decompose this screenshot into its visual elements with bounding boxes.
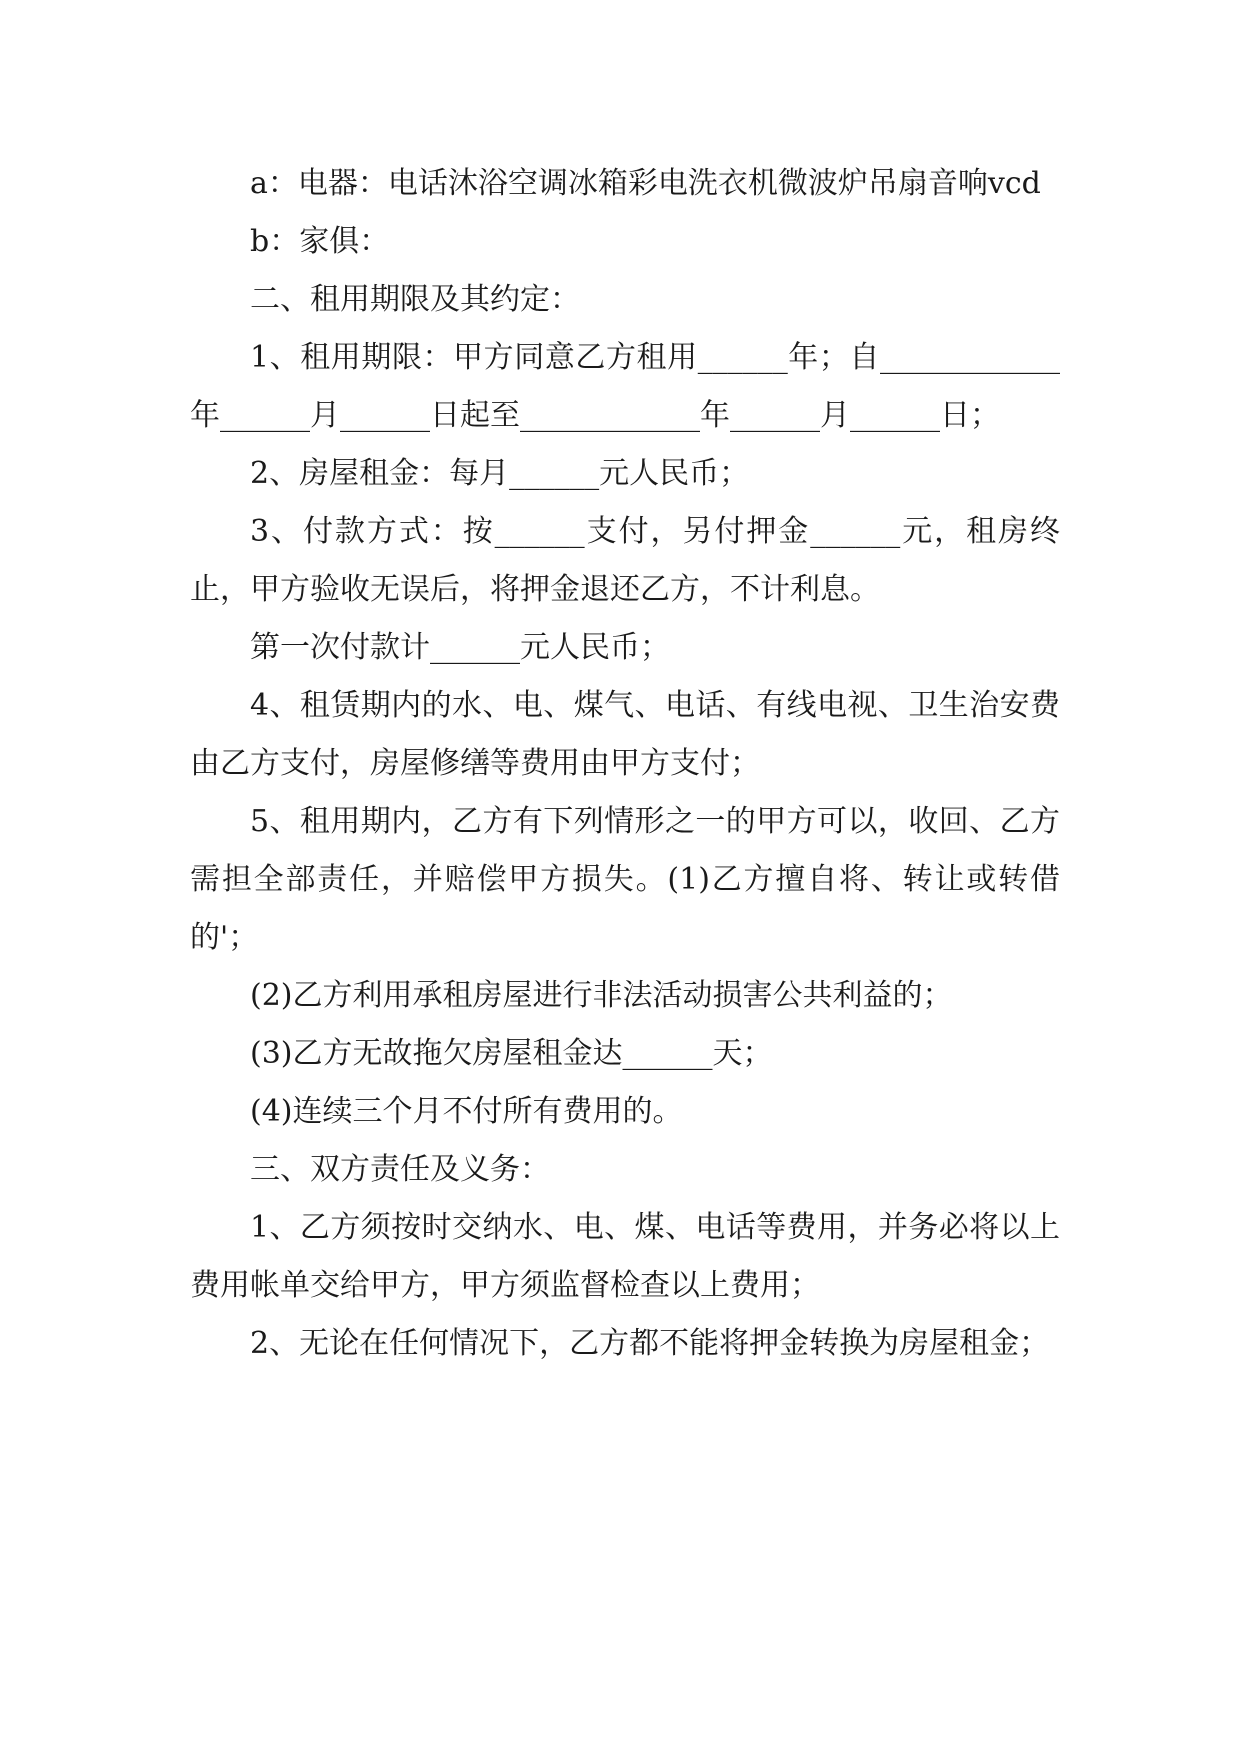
document-body	[190, 155, 1060, 1373]
section-heading-responsibilities: 三、双方责任及义务：	[250, 1152, 550, 1187]
paragraph-payment-method: 3、付款方式：按______支付，另付押金______元，租房终止，甲方验收无误后，将押金退还乙方，不计利息。	[190, 514, 1060, 607]
paragraph-first-payment: 第一次付款计______元人民币；	[250, 630, 670, 665]
section-heading-lease-term: 二、租用期限及其约定：	[250, 282, 580, 317]
paragraph-lease-period: 1、租用期限：甲方同意乙方租用______年；自____________年______月______日起至____________年______月______日；	[190, 340, 1060, 433]
paragraph-condition-4: (4)连续三个月不付所有费用的。	[250, 1094, 683, 1129]
paragraph-rent: 2、房屋租金：每月______元人民币；	[250, 456, 750, 491]
paragraph-furniture: b：家俱：	[250, 224, 390, 259]
paragraph-utilities: 4、租赁期内的水、电、煤气、电话、有线电视、卫生治安费由乙方支付，房屋修缮等费用由甲方支付；	[190, 688, 1060, 781]
paragraph-responsibility-1: 1、乙方须按时交纳水、电、煤、电话等费用，并务必将以上费用帐单交给甲方，甲方须监督检查以上费用；	[190, 1210, 1060, 1303]
paragraph-condition-2: (2)乙方利用承租房屋进行非法活动损害公共利益的；	[250, 978, 953, 1013]
paragraph-responsibility-2: 2、无论在任何情况下，乙方都不能将押金转换为房屋租金；	[250, 1326, 1050, 1361]
paragraph-appliances: a：电器：电话沐浴空调冰箱彩电洗衣机微波炉吊扇音响vcd	[250, 166, 1041, 201]
paragraph-termination-conditions: 5、租用期内，乙方有下列情形之一的甲方可以，收回、乙方需担全部责任，并赔偿甲方损失。(1)乙方擅自将、转让或转借的'；	[190, 804, 1060, 955]
paragraph-condition-3: (3)乙方无故拖欠房屋租金达______天；	[250, 1036, 773, 1071]
